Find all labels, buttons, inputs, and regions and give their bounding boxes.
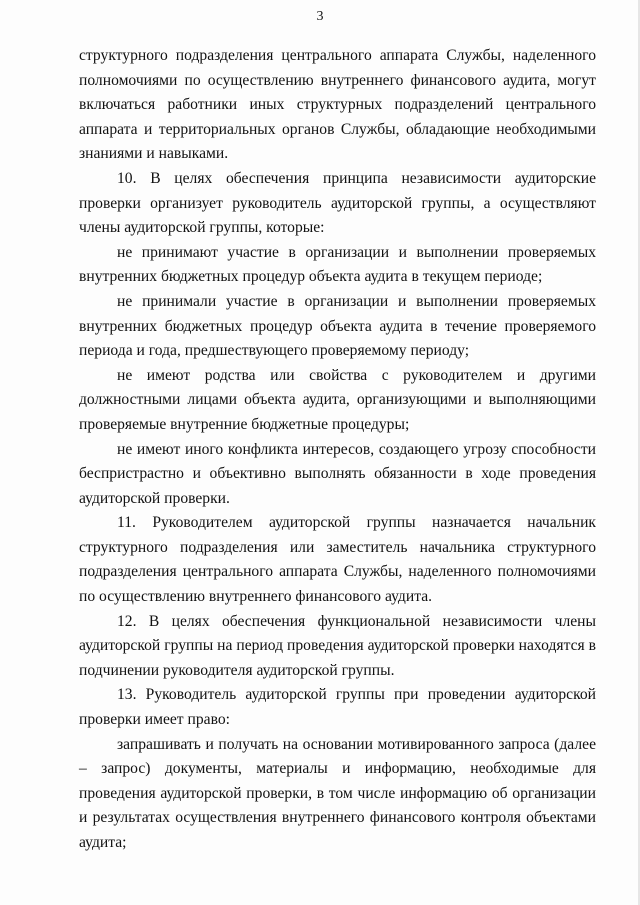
paragraph-condition-current-period: не принимают участие в организации и выполнении проверяемых внутренних бюджетных процедур объекта аудита в текущем периоде; (79, 243, 596, 286)
paragraph-item-13: 13. Руководитель аудиторской группы при проведении аудиторской проверки имеет право: (79, 686, 596, 729)
paragraph-condition-previous-period: не принимали участие в организации и выполнении проверяемых внутренних бюджетных процедур объекта аудита в течение проверяемого периода и года, предшествующего проверяемому периоду; (79, 292, 596, 360)
paragraph-item-12: 12. В целях обеспечения функциональной независимости члены аудиторской группы на период проведения аудиторской проверки находятся в подчинении руководителя аудиторской группы. (79, 612, 596, 679)
paragraph-right-request: запрашивать и получать на основании мотивированного запроса (далее – запрос) документы, материалы и информацию, необходимые для проведения аудиторской проверки, в том числе информацию об организации и результатах осуществления внутреннего финансового контроля объектами аудита; (79, 735, 596, 851)
page-number: 3 (316, 9, 324, 24)
paragraph-condition-kinship: не имеют родства или свойства с руководителем и другими должностными лицами объекта аудита, организующими и выполняющими проверяемые внутренние бюджетные процедуры; (79, 366, 596, 433)
document-body (79, 44, 596, 856)
paragraph-item-10: 10. В целях обеспечения принципа независимости аудиторские проверки организует руководитель аудиторской группы, а осуществляют члены аудиторской группы, которые: (79, 169, 596, 237)
paragraph-continuation: структурного подразделения центрального аппарата Службы, наделенного полномочиями по осуществлению внутреннего финансового аудита, могут включаться работники иных структурных подразделений центрального аппарата и территориальных органов Службы, обладающие необходимыми знаниями и навыками. (79, 47, 596, 163)
paragraph-item-11: 11. Руководителем аудиторской группы назначается начальник структурного подразделения или заместитель начальника структурного подразделения центрального аппарата Службы, наделенного полномочиями по осуществлению внутреннего финансового аудита. (79, 514, 596, 606)
paragraph-condition-conflict: не имеют иного конфликта интересов, создающего угрозу способности беспристрастно и объективно выполнять обязанности в ходе проведения аудиторской проверки. (79, 440, 596, 507)
